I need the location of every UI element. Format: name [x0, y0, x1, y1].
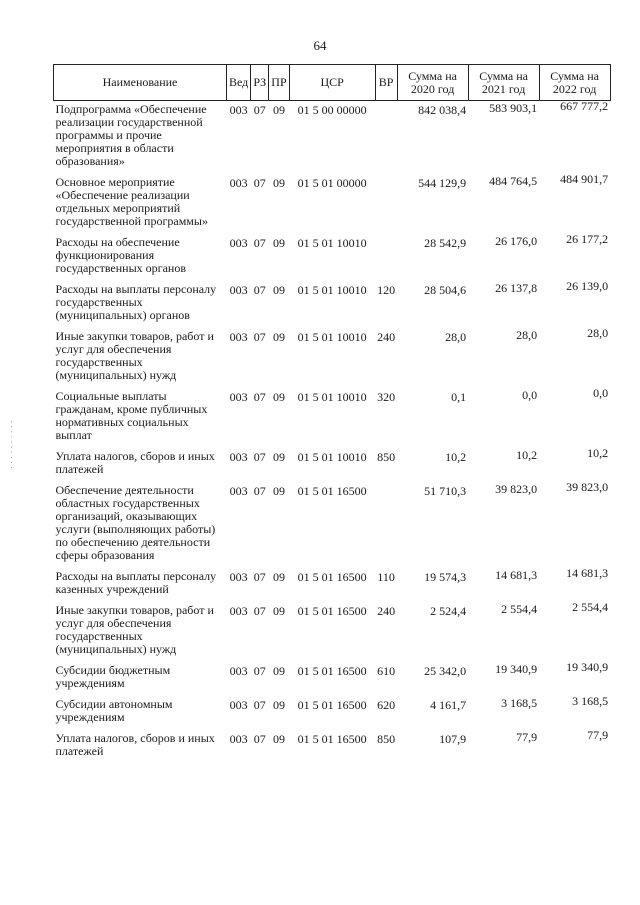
cell-csr — [289, 101, 375, 175]
cell-ved — [227, 328, 251, 388]
cell-sum-2021-text: 28,0 — [516, 328, 538, 342]
cell-sum-2021 — [468, 730, 539, 764]
cell-sum-2020 — [397, 730, 468, 764]
cell-csr-text: 01 5 01 16500 — [297, 484, 367, 498]
cell-ved-text: 003 — [229, 732, 248, 746]
cell-ved — [227, 730, 251, 764]
cell-vr — [375, 696, 397, 730]
cell-sum-2022-text: 3 168,5 — [572, 694, 609, 708]
cell-sum-2021 — [468, 482, 539, 568]
table-row — [54, 328, 611, 388]
cell-sum-2021 — [468, 234, 539, 281]
cell-ved — [227, 662, 251, 696]
cell-name-text: Иные закупки товаров, работ и услуг для обеспечения государственных (муниципальных) нужд — [55, 603, 214, 656]
cell-vr — [375, 101, 397, 175]
cell-rz — [251, 696, 269, 730]
cell-sum-2022 — [539, 281, 610, 328]
cell-sum-2021-text: 484 764,5 — [489, 174, 538, 188]
cell-ved — [227, 281, 251, 328]
cell-vr-text: 120 — [377, 283, 396, 297]
cell-sum-2020 — [397, 101, 468, 175]
cell-name — [54, 482, 227, 568]
cell-csr-text: 01 5 01 16500 — [297, 664, 367, 678]
cell-vr-text: 110 — [377, 570, 395, 584]
table-row — [54, 662, 611, 696]
cell-sum-2020 — [397, 234, 468, 281]
cell-pr — [269, 388, 289, 448]
cell-pr — [269, 730, 289, 764]
cell-sum-2022-text: 0,0 — [593, 386, 609, 400]
cell-pr-text: 09 — [272, 330, 285, 344]
cell-sum-2022 — [539, 101, 610, 175]
cell-csr-text: 01 5 01 10010 — [297, 283, 367, 297]
cell-sum-2021-text: 0,0 — [522, 388, 538, 402]
cell-sum-2021 — [468, 696, 539, 730]
header-name: Наименование — [54, 65, 227, 101]
cell-ved-text: 003 — [229, 664, 248, 678]
cell-vr — [375, 328, 397, 388]
cell-sum-2022 — [539, 662, 610, 696]
cell-rz-text: 07 — [253, 732, 266, 746]
cell-sum-2022 — [539, 602, 610, 662]
table-row — [54, 234, 611, 281]
cell-name — [54, 328, 227, 388]
cell-sum-2020 — [397, 662, 468, 696]
cell-csr-text: 01 5 01 10010 — [297, 236, 367, 250]
cell-name-text: Основное мероприятие «Обеспечение реализации отдельных мероприятий государственной программы» — [55, 175, 208, 228]
cell-sum-2022-text: 667 777,2 — [560, 99, 609, 113]
cell-name-text: Обеспечение деятельности областных государственных организаций, оказывающих услуги (выполняющих работы) по обеспечению деятельности сферы образования — [55, 483, 216, 562]
header-sum-2021: Сумма на 2021 год — [468, 65, 539, 101]
cell-ved-text: 003 — [229, 484, 248, 498]
cell-sum-2021-text: 14 681,3 — [495, 568, 538, 582]
cell-name — [54, 730, 227, 764]
cell-pr — [269, 662, 289, 696]
header-sum-2022: Сумма на 2022 год — [539, 65, 610, 101]
cell-sum-2022-text: 28,0 — [587, 326, 609, 340]
cell-pr — [269, 482, 289, 568]
cell-rz — [251, 662, 269, 696]
table-header — [54, 65, 611, 101]
cell-ved — [227, 482, 251, 568]
cell-name — [54, 696, 227, 730]
cell-rz — [251, 602, 269, 662]
cell-sum-2022-text: 19 340,9 — [566, 660, 609, 674]
cell-sum-2021 — [468, 101, 539, 175]
cell-name-text: Субсидии автономным учреждениям — [55, 697, 173, 724]
cell-sum-2020 — [397, 448, 468, 482]
cell-rz — [251, 388, 269, 448]
cell-pr — [269, 281, 289, 328]
cell-name-text: Уплата налогов, сборов и иных платежей — [55, 731, 215, 758]
cell-pr-text: 09 — [272, 570, 285, 584]
cell-sum-2022 — [539, 696, 610, 730]
cell-sum-2020 — [397, 696, 468, 730]
cell-sum-2020 — [397, 388, 468, 448]
cell-sum-2020-text: 842 038,4 — [418, 103, 467, 117]
cell-csr — [289, 482, 375, 568]
cell-csr-text: 01 5 01 16500 — [297, 570, 367, 584]
cell-ved — [227, 101, 251, 175]
cell-name-text: Расходы на выплаты персоналу государственных (муниципальных) органов — [55, 282, 217, 322]
header-sum-2020: Сумма на 2020 год — [397, 65, 468, 101]
cell-sum-2022-text: 484 901,7 — [560, 172, 609, 186]
cell-rz — [251, 281, 269, 328]
cell-name-text: Уплата налогов, сборов и иных платежей — [55, 449, 215, 476]
cell-sum-2021 — [468, 281, 539, 328]
cell-vr-text: 850 — [377, 732, 396, 746]
cell-vr — [375, 281, 397, 328]
cell-name — [54, 448, 227, 482]
cell-sum-2020 — [397, 568, 468, 602]
cell-rz — [251, 234, 269, 281]
table-row — [54, 101, 611, 175]
cell-rz — [251, 101, 269, 175]
table-row — [54, 696, 611, 730]
cell-csr — [289, 328, 375, 388]
cell-sum-2022-text: 39 823,0 — [566, 480, 609, 494]
cell-ved-text: 003 — [229, 236, 248, 250]
cell-csr — [289, 662, 375, 696]
cell-ved-text: 003 — [229, 176, 248, 190]
cell-sum-2020-text: 4 161,7 — [430, 698, 467, 712]
cell-rz-text: 07 — [253, 283, 266, 297]
cell-rz-text: 07 — [253, 450, 266, 464]
cell-ved-text: 003 — [229, 103, 248, 117]
cell-ved — [227, 602, 251, 662]
cell-sum-2021 — [468, 388, 539, 448]
cell-vr-text: 240 — [377, 330, 396, 344]
cell-rz — [251, 730, 269, 764]
header-rz: РЗ — [251, 65, 269, 101]
cell-sum-2022 — [539, 174, 610, 234]
cell-ved — [227, 696, 251, 730]
cell-sum-2021-text: 10,2 — [516, 448, 538, 462]
cell-sum-2022-text: 2 554,4 — [572, 600, 609, 614]
cell-csr — [289, 696, 375, 730]
cell-pr-text: 09 — [272, 484, 285, 498]
cell-csr-text: 01 5 00 00000 — [297, 103, 367, 117]
cell-sum-2021-text: 77,9 — [516, 730, 538, 744]
cell-pr — [269, 234, 289, 281]
cell-rz — [251, 448, 269, 482]
cell-csr — [289, 234, 375, 281]
cell-rz-text: 07 — [253, 236, 266, 250]
cell-pr-text: 09 — [272, 103, 285, 117]
cell-sum-2020 — [397, 174, 468, 234]
cell-pr-text: 09 — [272, 236, 285, 250]
cell-name — [54, 281, 227, 328]
cell-vr — [375, 730, 397, 764]
cell-vr — [375, 448, 397, 482]
cell-ved-text: 003 — [229, 390, 248, 404]
cell-vr — [375, 662, 397, 696]
cell-ved — [227, 388, 251, 448]
cell-csr-text: 01 5 01 10010 — [297, 330, 367, 344]
cell-sum-2020-text: 544 129,9 — [418, 176, 467, 190]
table-body — [54, 101, 611, 765]
cell-csr — [289, 388, 375, 448]
cell-csr — [289, 568, 375, 602]
cell-sum-2022 — [539, 388, 610, 448]
cell-csr-text: 01 5 01 10010 — [297, 450, 367, 464]
cell-name — [54, 662, 227, 696]
cell-rz-text: 07 — [253, 176, 266, 190]
cell-csr — [289, 602, 375, 662]
cell-sum-2022-text: 26 177,2 — [566, 232, 609, 246]
cell-pr — [269, 174, 289, 234]
cell-sum-2021-text: 583 903,1 — [489, 101, 538, 115]
table-row — [54, 602, 611, 662]
cell-ved-text: 003 — [229, 570, 248, 584]
cell-pr — [269, 602, 289, 662]
cell-rz-text: 07 — [253, 698, 266, 712]
cell-sum-2020-text: 0,1 — [451, 390, 467, 404]
cell-sum-2021 — [468, 328, 539, 388]
cell-name — [54, 568, 227, 602]
cell-name-text: Субсидии бюджетным учреждениям — [55, 663, 171, 690]
cell-csr-text: 01 5 01 16500 — [297, 604, 367, 618]
cell-sum-2020-text: 10,2 — [445, 450, 467, 464]
cell-rz-text: 07 — [253, 664, 266, 678]
cell-sum-2022 — [539, 328, 610, 388]
cell-rz-text: 07 — [253, 330, 266, 344]
cell-sum-2022 — [539, 730, 610, 764]
cell-name — [54, 101, 227, 175]
cell-vr — [375, 388, 397, 448]
cell-sum-2022 — [539, 448, 610, 482]
cell-csr — [289, 730, 375, 764]
cell-ved — [227, 174, 251, 234]
table-row — [54, 448, 611, 482]
cell-sum-2020-text: 19 574,3 — [424, 570, 467, 584]
cell-csr-text: 01 5 01 10010 — [297, 390, 367, 404]
cell-pr-text: 09 — [272, 450, 285, 464]
cell-sum-2022 — [539, 568, 610, 602]
cell-rz-text: 07 — [253, 484, 266, 498]
cell-ved-text: 003 — [229, 698, 248, 712]
cell-pr — [269, 101, 289, 175]
header-vr: ВР — [375, 65, 397, 101]
cell-rz-text: 07 — [253, 604, 266, 618]
cell-name — [54, 388, 227, 448]
cell-sum-2021 — [468, 602, 539, 662]
cell-pr-text: 09 — [272, 732, 285, 746]
cell-rz — [251, 568, 269, 602]
cell-pr-text: 09 — [272, 664, 285, 678]
cell-csr — [289, 281, 375, 328]
cell-ved-text: 003 — [229, 604, 248, 618]
cell-sum-2022-text: 77,9 — [587, 728, 609, 742]
cell-sum-2022-text: 10,2 — [587, 446, 609, 460]
cell-vr-text: 620 — [377, 698, 396, 712]
cell-sum-2020 — [397, 281, 468, 328]
cell-vr-text: 850 — [377, 450, 396, 464]
header-row — [54, 65, 611, 101]
cell-pr-text: 09 — [272, 176, 285, 190]
cell-rz-text: 07 — [253, 390, 266, 404]
cell-name-text: Иные закупки товаров, работ и услуг для обеспечения государственных (муниципальных) нужд — [55, 329, 214, 382]
header-csr: ЦСР — [289, 65, 375, 101]
cell-ved-text: 003 — [229, 450, 248, 464]
cell-name-text: Социальные выплаты гражданам, кроме публичных нормативных социальных выплат — [55, 389, 208, 442]
cell-rz-text: 07 — [253, 570, 266, 584]
cell-sum-2020-text: 28,0 — [445, 330, 467, 344]
cell-vr-text: 320 — [377, 390, 396, 404]
cell-name — [54, 234, 227, 281]
cell-vr — [375, 568, 397, 602]
cell-ved-text: 003 — [229, 330, 248, 344]
table-row — [54, 568, 611, 602]
cell-vr — [375, 234, 397, 281]
cell-sum-2022 — [539, 234, 610, 281]
cell-sum-2022-text: 26 139,0 — [566, 279, 609, 293]
cell-vr — [375, 602, 397, 662]
cell-pr-text: 09 — [272, 604, 285, 618]
cell-ved-text: 003 — [229, 283, 248, 297]
header-ved: Вед — [227, 65, 251, 101]
cell-sum-2020-text: 28 504,6 — [424, 283, 467, 297]
cell-rz — [251, 174, 269, 234]
cell-sum-2021-text: 19 340,9 — [495, 662, 538, 676]
cell-sum-2020-text: 51 710,3 — [424, 484, 467, 498]
cell-sum-2020 — [397, 482, 468, 568]
cell-ved — [227, 568, 251, 602]
cell-csr-text: 01 5 01 16500 — [297, 732, 367, 746]
cell-name-text: Расходы на обеспечение функционирования государственных органов — [55, 235, 186, 275]
cell-vr — [375, 482, 397, 568]
cell-sum-2021 — [468, 174, 539, 234]
cell-name-text: Расходы на выплаты персоналу казенных учреждений — [55, 569, 217, 596]
cell-sum-2021 — [468, 568, 539, 602]
cell-pr — [269, 448, 289, 482]
cell-pr-text: 09 — [272, 283, 285, 297]
page-number: 64 — [313, 38, 327, 53]
cell-sum-2020 — [397, 602, 468, 662]
cell-vr-text: 240 — [377, 604, 396, 618]
cell-vr — [375, 174, 397, 234]
cell-sum-2020-text: 2 524,4 — [430, 604, 467, 618]
cell-sum-2020 — [397, 328, 468, 388]
cell-vr-text: 610 — [377, 664, 396, 678]
cell-name — [54, 174, 227, 234]
cell-pr — [269, 568, 289, 602]
cell-sum-2021-text: 3 168,5 — [501, 696, 538, 710]
table-row — [54, 174, 611, 234]
cell-sum-2021-text: 26 176,0 — [495, 234, 538, 248]
cell-sum-2020-text: 107,9 — [439, 732, 467, 746]
cell-sum-2021-text: 26 137,8 — [495, 281, 538, 295]
table-row — [54, 388, 611, 448]
cell-ved — [227, 448, 251, 482]
side-margin-mark: · · · · · · · · · · — [8, 420, 16, 469]
budget-table — [53, 64, 611, 764]
cell-sum-2021-text: 2 554,4 — [501, 602, 538, 616]
cell-sum-2021 — [468, 662, 539, 696]
cell-sum-2022 — [539, 482, 610, 568]
cell-sum-2020-text: 25 342,0 — [424, 664, 467, 678]
cell-name — [54, 602, 227, 662]
table-row — [54, 730, 611, 764]
cell-sum-2021 — [468, 448, 539, 482]
cell-rz — [251, 482, 269, 568]
cell-rz-text: 07 — [253, 103, 266, 117]
table-row — [54, 482, 611, 568]
cell-sum-2020-text: 28 542,9 — [424, 236, 467, 250]
cell-pr-text: 09 — [272, 390, 285, 404]
cell-ved — [227, 234, 251, 281]
cell-csr — [289, 174, 375, 234]
cell-name-text: Подпрограмма «Обеспечение реализации государственной программы и прочие мероприятия в области образования» — [55, 102, 207, 168]
header-pr: ПР — [269, 65, 289, 101]
cell-csr-text: 01 5 01 00000 — [297, 176, 367, 190]
cell-sum-2021-text: 39 823,0 — [495, 482, 538, 496]
cell-rz — [251, 328, 269, 388]
cell-csr-text: 01 5 01 16500 — [297, 698, 367, 712]
table-row — [54, 281, 611, 328]
cell-csr — [289, 448, 375, 482]
cell-sum-2022-text: 14 681,3 — [566, 566, 609, 580]
cell-pr-text: 09 — [272, 698, 285, 712]
cell-pr — [269, 696, 289, 730]
cell-pr — [269, 328, 289, 388]
